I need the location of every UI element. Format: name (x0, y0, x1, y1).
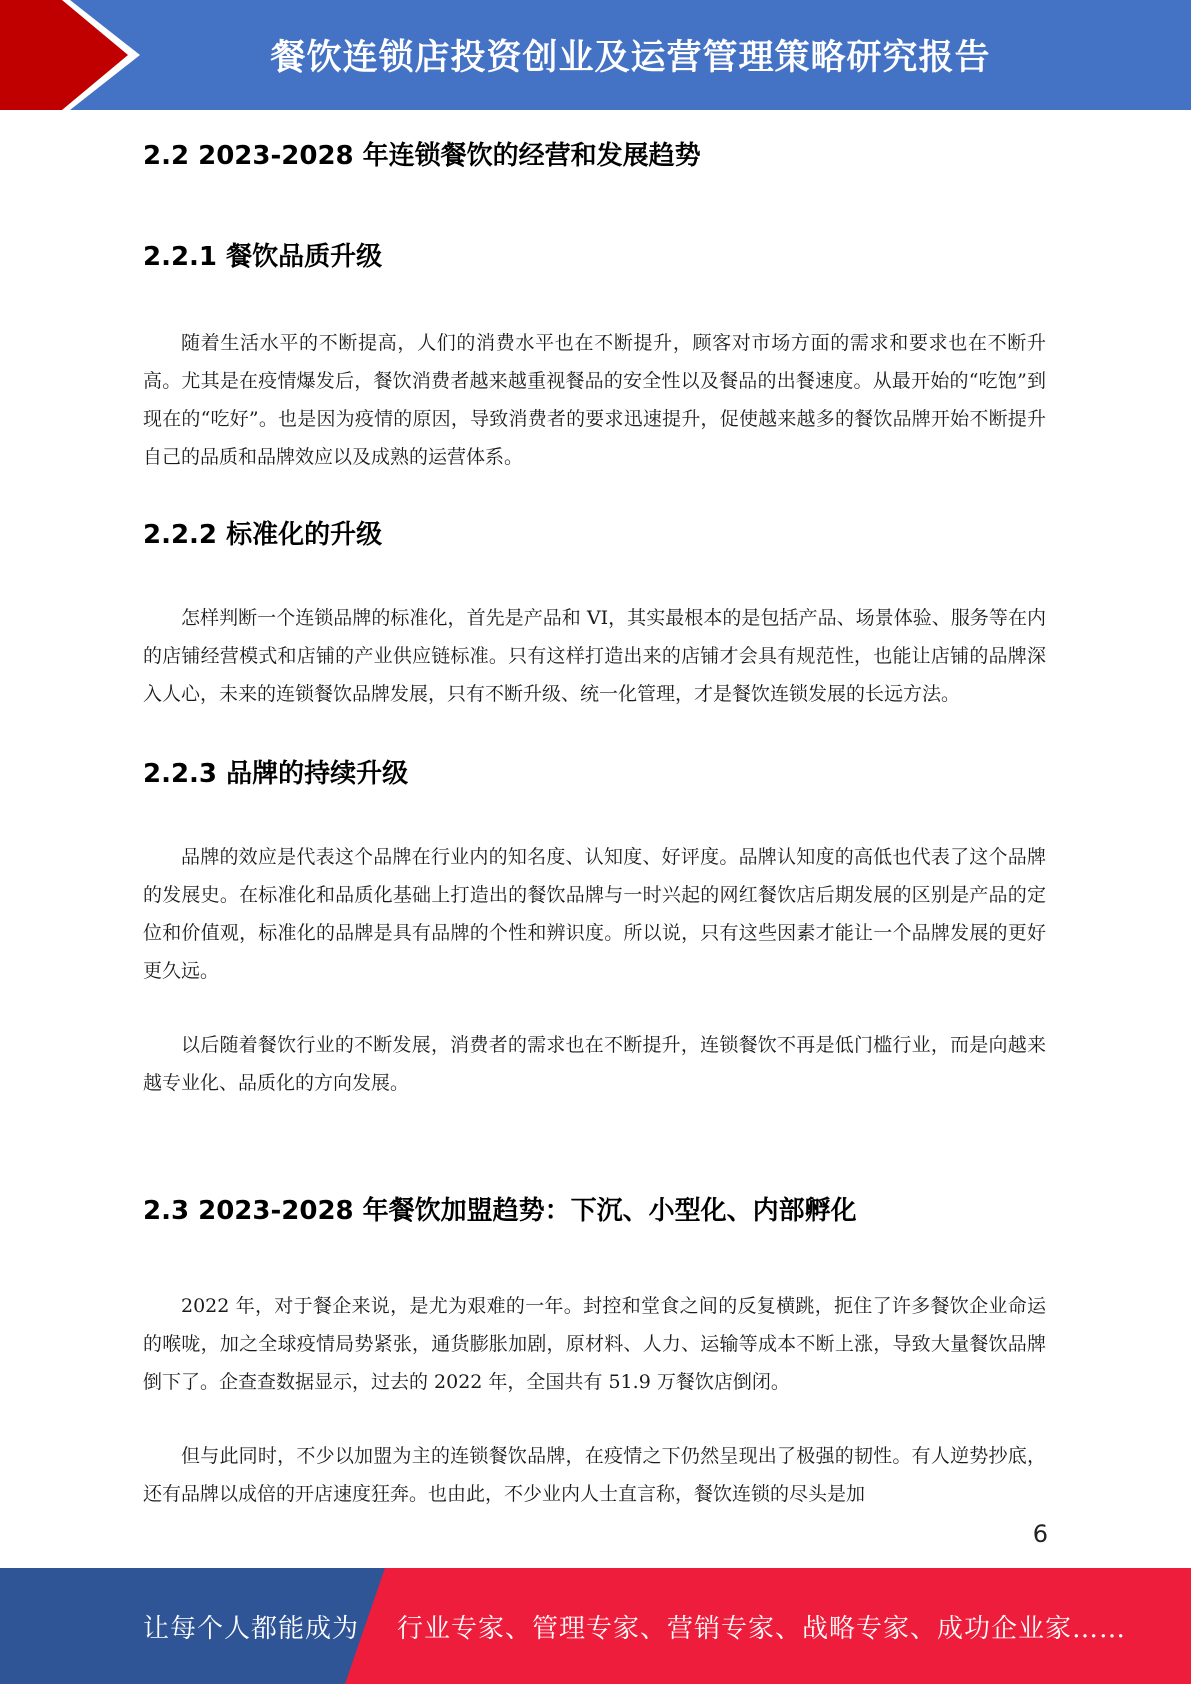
paragraph-2-2-2: 怎样判断一个连锁品牌的标准化，首先是产品和 VI，其实最根本的是包括产品、场景体验、服务等在内的店铺经营模式和店铺的产业供应链标准。只有这样打造出来的店铺才会具有规范性，也能让店铺的品牌深入人心，未来的连锁餐饮品牌发展，只有不断升级、统一化管理，才是餐饮连锁发展的长远方法。 (143, 607, 1046, 705)
footer-slogan-right: 行业专家、管理专家、营销专家、战略专家、成功企业家…… (397, 1613, 1127, 1644)
section-heading-2-2-1: 2.2.1 餐饮品质升级 (143, 242, 383, 272)
section-heading-2-2-2: 2.2.2 标准化的升级 (143, 520, 383, 550)
document-body (143, 125, 1046, 1513)
paragraph-2-2-3-a: 品牌的效应是代表这个品牌在行业内的知名度、认知度、好评度。品牌认知度的高低也代表了这个品牌的发展史。在标准化和品质化基础上打造出的餐饮品牌与一时兴起的网红餐饮店后期发展的区别是产品的定位和价值观，标准化的品牌是具有品牌的个性和辨识度。所以说，只有这些因素才能让一个品牌发展的更好更久远。 (143, 846, 1046, 982)
page-header (0, 0, 1191, 110)
section-heading-2-2-3: 2.2.3 品牌的持续升级 (143, 759, 409, 789)
section-heading-2-2: 2.2 2023-2028 年连锁餐饮的经营和发展趋势 (143, 141, 701, 171)
paragraph-2-3-b: 但与此同时，不少以加盟为主的连锁餐饮品牌，在疫情之下仍然呈现出了极强的韧性。有人逆势抄底，还有品牌以成倍的开店速度狂奔。也由此，不少业内人士直言称，餐饮连锁的尽头是加 (143, 1445, 1046, 1505)
section-heading-2-3: 2.3 2023-2028 年餐饮加盟趋势：下沉、小型化、内部孵化 (143, 1196, 857, 1226)
page-number: 6 (1032, 1520, 1048, 1548)
page-footer (0, 1568, 1191, 1684)
report-title: 餐饮连锁店投资创业及运营管理策略研究报告 (270, 38, 991, 78)
footer-slogan-left: 让每个人都能成为 (143, 1613, 360, 1644)
paragraph-2-2-1: 随着生活水平的不断提高，人们的消费水平也在不断提升，顾客对市场方面的需求和要求也在不断升高。尤其是在疫情爆发后，餐饮消费者越来越重视餐品的安全性以及餐品的出餐速度。从最开始的“吃饱”到现在的“吃好”。也是因为疫情的原因，导致消费者的要求迅速提升，促使越来越多的餐饮品牌开始不断提升自己的品质和品牌效应以及成熟的运营体系。 (143, 332, 1046, 468)
paragraph-2-2-3-b: 以后随着餐饮行业的不断发展，消费者的需求也在不断提升，连锁餐饮不再是低门槛行业，而是向越来越专业化、品质化的方向发展。 (143, 1034, 1046, 1094)
paragraph-2-3-a: 2022 年，对于餐企来说，是尤为艰难的一年。封控和堂食之间的反复横跳，扼住了许多餐饮企业命运的喉咙，加之全球疫情局势紧张，通货膨胀加剧，原材料、人力、运输等成本不断上涨，导致大量餐饮品牌倒下了。企查查数据显示，过去的 2022 年，全国共有 51.9 万餐饮店倒闭。 (143, 1295, 1046, 1393)
